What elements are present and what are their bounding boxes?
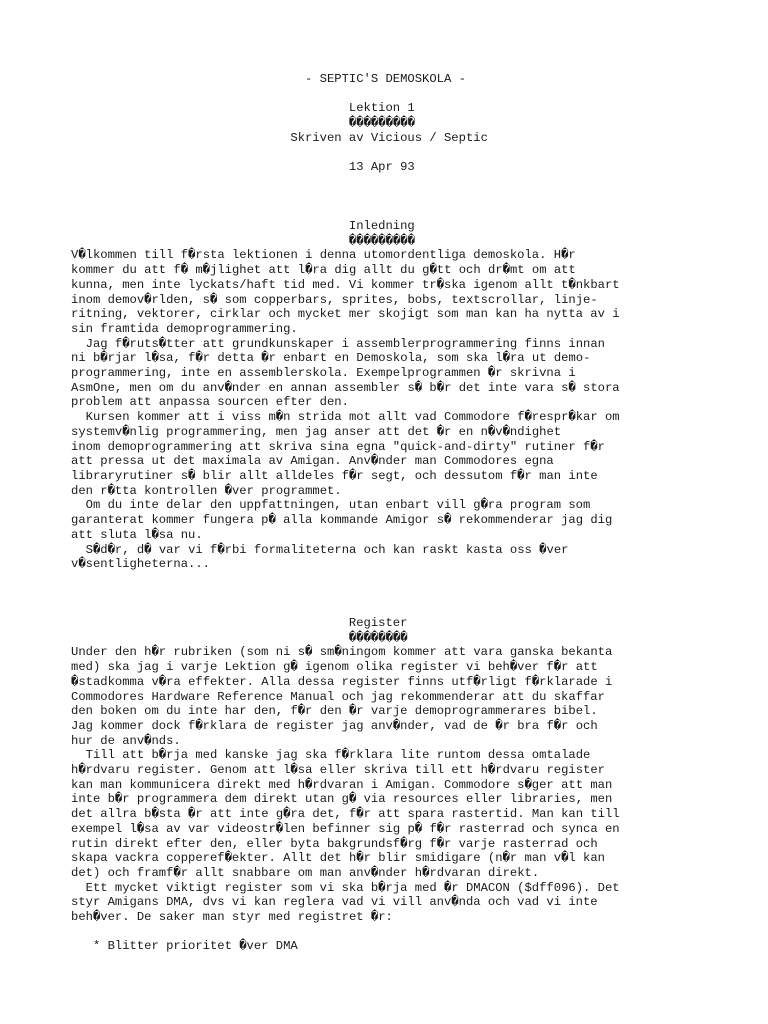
- document-body: [71, 72, 620, 954]
- text-line: ��������: [71, 630, 408, 645]
- text-line: ���������: [71, 233, 415, 248]
- text-line: Register: [71, 616, 408, 631]
- text-line: Om du inte delar den uppfattningen, utan enbart vill g�ra program som: [71, 498, 591, 513]
- text-line: kunna, men inte lyckats/haft tid med. Vi kommer tr�ska igenom allt t�nkbart: [71, 277, 620, 292]
- text-line: Till att b�rja med kanske jag ska f�rklara lite runtom dessa omtalade: [71, 748, 591, 763]
- text-line: kan man kommunicera direkt med h�rdvaran i Amigan. Commodore s�ger att man: [71, 777, 613, 792]
- text-line: Under den h�r rubriken (som ni s� sm�ningom kommer att vara ganska bekanta: [71, 645, 613, 660]
- text-line: Lektion 1: [71, 101, 415, 116]
- text-line: det) och framf�r allt snabbare om man anv�nder h�rdvaran direkt.: [71, 865, 540, 880]
- text-line: inom demoprogrammering att skriva sina egna "quick-and-dirty" rutiner f�r: [71, 439, 605, 454]
- text-line: libraryrutiner s� blir allt alldeles f�r segt, och dessutom f�r man inte: [71, 468, 598, 483]
- text-line: exempel l�sa av var videostr�len befinner sig p� f�r rasterrad och synca en: [71, 821, 620, 836]
- text-line: * Blitter prioritet �ver DMA: [71, 939, 298, 954]
- text-line: inom demov�rlden, s� som copperbars, sprites, bobs, textscrollar, linje-: [71, 292, 598, 307]
- text-line: systemv�nlig programmering, men jag anser att det �r en n�v�ndighet: [71, 424, 562, 439]
- text-line: det allra b�sta �r att inte g�ra det, f�r att spara rastertid. Man kan till: [71, 807, 620, 822]
- text-line: - SEPTIC'S DEMOSKOLA -: [71, 72, 466, 86]
- text-line: hur de anv�nds.: [71, 733, 181, 748]
- text-line: programmering, inte en assemblerskola. Exempelprogrammen �r skrivna i: [71, 366, 576, 381]
- text-line: Inledning: [71, 219, 415, 234]
- text-line: sin framtida demoprogrammering.: [71, 321, 298, 336]
- text-line: 13 Apr 93: [71, 160, 415, 175]
- text-line: h�rdvaru register. Genom att l�sa eller skriva till ett h�rdvaru register: [71, 763, 605, 778]
- text-line: Jag kommer dock f�rklara de register jag anv�nder, vad de �r bra f�r och: [71, 718, 598, 733]
- text-line: ni b�rjar l�sa, f�r detta �r enbart en Demoskola, som ska l�ra ut demo-: [71, 351, 591, 366]
- text-line: v�sentligheterna...: [71, 557, 210, 572]
- text-line: S�d�r, d� var vi f�rbi formaliteterna och kan raskt kasta oss �ver: [71, 542, 569, 557]
- text-line: problem att anpassa sourcen efter den.: [71, 395, 349, 410]
- text-line: Skriven av Vicious / Septic: [71, 130, 488, 145]
- text-line: �stadkomma v�ra effekter. Alla dessa register finns utf�rligt f�rklarade i: [71, 674, 613, 689]
- text-line: att sluta l�sa nu.: [71, 527, 203, 542]
- text-line: att pressa ut det maximala av Amigan. Anv�nder man Commodores egna: [71, 454, 554, 469]
- text-line: med) ska jag i varje Lektion g� igenom olika register vi beh�ver f�r att: [71, 660, 598, 675]
- text-line: den r�tta kontrollen �ver programmet.: [71, 483, 342, 498]
- text-line: Kursen kommer att i viss m�n strida mot allt vad Commodore f�respr�kar om: [71, 410, 620, 425]
- text-line: ritning, vektorer, cirklar och mycket mer skojigt som man kan ha nytta av i: [71, 307, 620, 322]
- text-line: Ett mycket viktigt register som vi ska b�rja med �r DMACON ($dff096). Det: [71, 880, 620, 895]
- text-line: beh�ver. De saker man styr med registret �r:: [71, 910, 393, 925]
- text-line: ���������: [71, 116, 415, 131]
- text-line: inte b�r programmera dem direkt utan g� via resources eller libraries, men: [71, 792, 613, 807]
- text-line: den boken om du inte har den, f�r den �r varje demoprogrammerares bibel.: [71, 704, 598, 719]
- text-line: kommer du att f� m�jlighet att l�ra dig allt du g�tt och dr�mt om att: [71, 263, 576, 278]
- text-line: Jag f�ruts�tter att grundkunskaper i assemblerprogrammering finns innan: [71, 336, 605, 351]
- text-line: rutin direkt efter den, eller byta bakgrundsf�rg f�r varje rasterrad och: [71, 836, 598, 851]
- text-line: skapa vackra copperef�ekter. Allt det h�r blir smidigare (n�r man v�l kan: [71, 851, 605, 866]
- text-line: Commodores Hardware Reference Manual och jag rekommenderar att du skaffar: [71, 689, 605, 704]
- text-line: V�lkommen till f�rsta lektionen i denna utomordentliga demoskola. H�r: [71, 248, 576, 263]
- text-line: garanterat kommer fungera p� alla kommande Amigor s� rekommenderar jag dig: [71, 513, 613, 528]
- text-line: AsmOne, men om du anv�nder en annan assembler s� b�r det inte vara s� stora: [71, 380, 620, 395]
- text-line: styr Amigans DMA, dvs vi kan reglera vad vi vill anv�nda och vad vi inte: [71, 895, 598, 910]
